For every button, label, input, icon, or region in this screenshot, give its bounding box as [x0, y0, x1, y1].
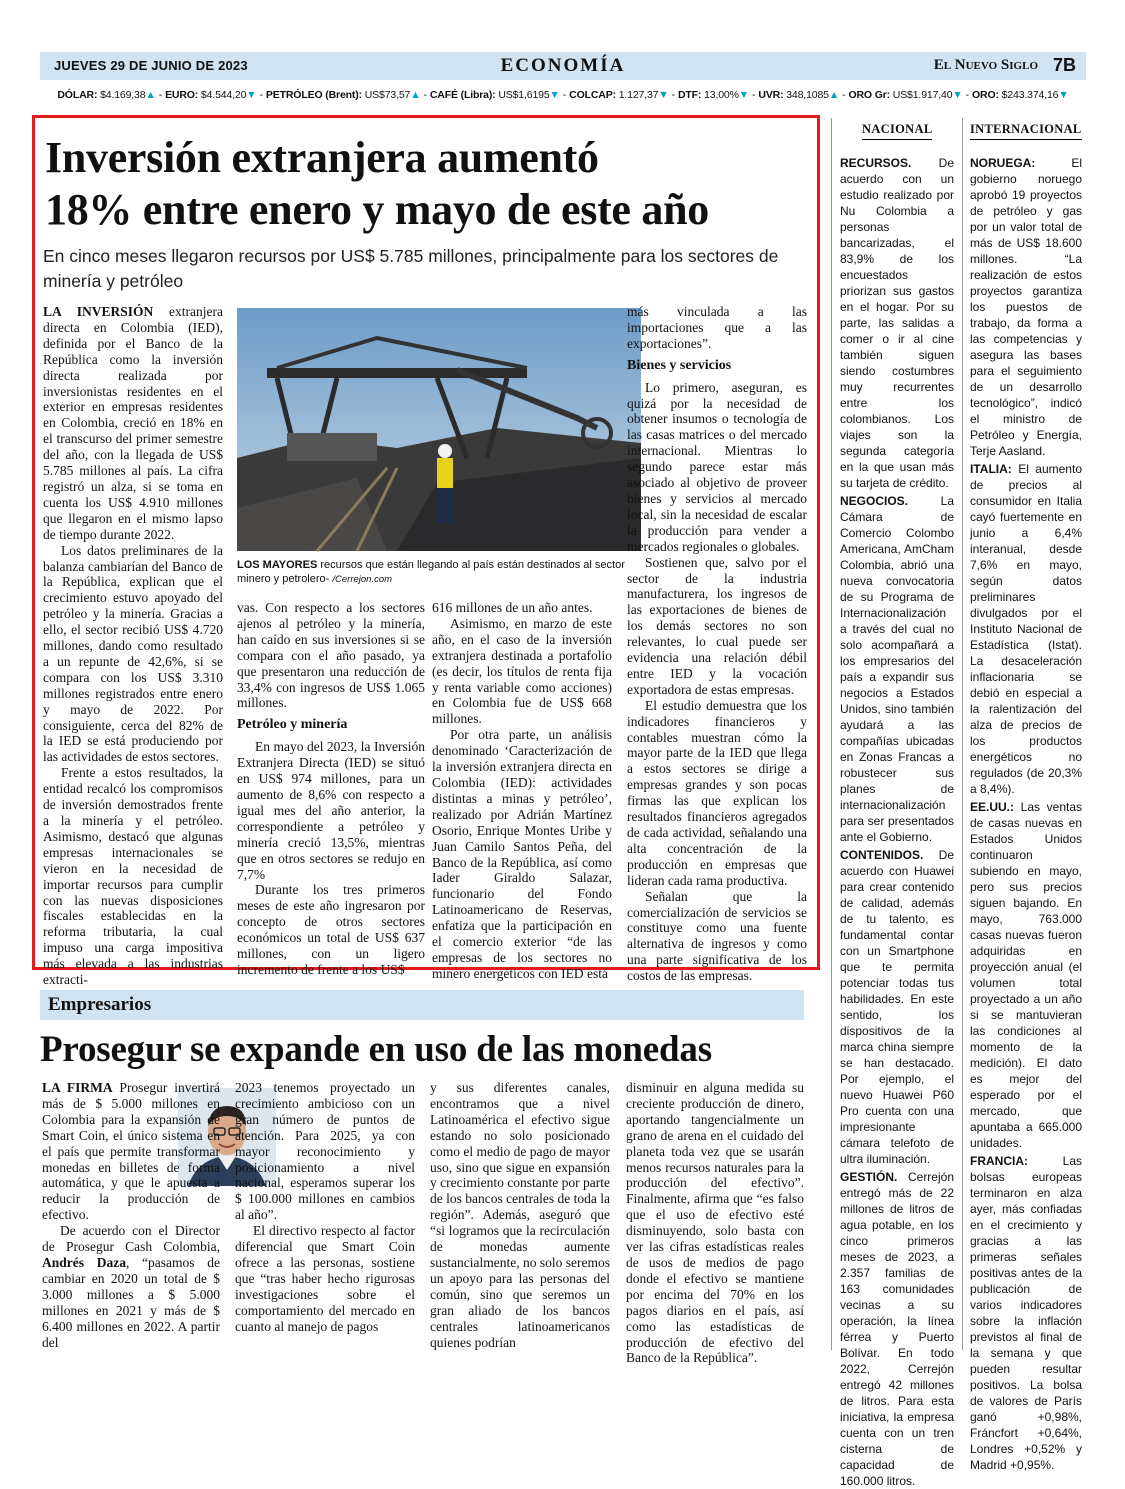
column-divider: [962, 118, 963, 1350]
brief-label: EE.UU.:: [970, 800, 1015, 814]
ticker-separator: -: [423, 89, 427, 101]
ticker-value: $4.169,38: [100, 89, 146, 101]
arrow-down-icon: ▼: [658, 89, 669, 101]
paragraph: En mayo del 2023, la Inversión Extranjera Directa (IED) se situó en US$ 974 millones, para un aumento de 8,6% con respecto a igual mes del año anterior, la correspondiente a petróleo y minería creció 13,5%, mientras que en otros sectores se redujo en 7,7%: [237, 739, 425, 882]
article-column-4: [627, 304, 807, 984]
internacional-heading: INTERNACIONAL: [970, 122, 1082, 140]
brief-text: Las bolsas europeas terminaron en alza ayer, más confiadas en el crecimiento y gracias a las primeras señales positivas antes de la publicación de varios indicadores sobre la inflación previstos al final de la semana y que pueden resultar positivos. La bolsa de valores de París ganó +0,98%, Fráncfort +0,64%, Londres +0,52% y Madrid +0,95%.: [970, 1154, 1082, 1472]
headline-line-1: Inversión extranjera aumentó: [45, 133, 599, 182]
news-brief: [840, 155, 954, 491]
paragraph: vas. Con respecto a los sectores ajenos al petróleo y la minería, han caído en sus inversiones si se compara con el año pasado, ya que presentaron una reducción de 33,4% con ingresos de US$ 1.065 millones.: [237, 600, 425, 711]
ticker-label: PETRÓLEO (Brent):: [265, 89, 365, 101]
empresarios-column-3: [430, 1080, 610, 1350]
arrow-up-icon: ▲: [145, 89, 156, 101]
ticker-value: 13,00%: [704, 89, 739, 101]
arrow-down-icon: ▼: [246, 89, 257, 101]
paragraph: Lo primero, aseguran, es quizá por la necesidad de obtener insumos o tecnología de las casas matrices o del mercado internacional. Mientras lo segundo parece estar más asociado al objetivo de proveer bienes y servicios al mercado local, sin la necesidad de escalar la producción para vender a mercados regionales o globales.: [627, 379, 807, 554]
news-brief: [970, 1153, 1082, 1473]
column-divider: [831, 118, 832, 1350]
headline-line-2: 18% entre enero y mayo de este año: [45, 185, 709, 234]
main-headline: [45, 132, 805, 236]
photo-caption: LOS MAYORES recursos que están llegando al país están destinados al sector minero y petrolero- /Cerrejon.com: [237, 559, 625, 585]
paragraph: Durante los tres primeros meses de este año ingresaron por concepto de otros sectores económicos un total de US$ 637 millones, con un ligero incremento de frente a los US$: [237, 882, 425, 977]
person-name: Andrés Daza: [42, 1254, 126, 1270]
brief-text: El aumento de precios al consumidor en Italia cayó fuertemente en junio a 6,4% interanual, desde 7,6% en mayo, según datos preliminares divulgados por el Instituto Nacional de Estadística (Istat). La desaceleración inflacionaria se debió en especial a la ralentización del alza de precios de los productos energéticos no regulados (de 20,3% a 8,4%).: [970, 462, 1082, 796]
nacional-heading: NACIONAL: [862, 122, 932, 140]
ticker-value: US$73,57: [364, 89, 411, 101]
ticker-label: EURO:: [165, 89, 201, 101]
ticker-separator: -: [965, 89, 970, 101]
paragraph: De acuerdo con el Director de Prosegur Cash Colombia, Andrés Daza, “pasamos de cambiar en 2020 un total de $ 3.000 millones a $ 5.000 millones en 2021 y más de $ 6.400 millones en 2022. A partir del: [42, 1223, 220, 1350]
brief-label: NORUEGA:: [970, 156, 1036, 170]
nacional-briefs: [840, 155, 954, 1489]
ticker-value: 1.127,37: [618, 89, 659, 101]
paragraph: Frente a estos resultados, la entidad recalcó los compromisos de inversión demostrados frente a la minería y el petróleo. Asimismo, destacó que algunas empresas internacionales se vieron en la necesidad de importar recursos para cumplir con las nuevas disposiciones fiscales establecidas en la reforma tributaria, la cual impuso una carga impositiva más elevada a las industrias extracti-: [43, 765, 223, 988]
ticker-value: 348,1085: [786, 89, 829, 101]
news-brief: [970, 155, 1082, 459]
empresarios-headline: Prosegur se expande en uso de las monedas: [40, 1029, 712, 1070]
paragraph: Por otra parte, un análisis denominado ‘Caracterización de la inversión extranjera directa en Colombia (IED): actividades distintas a minas y petróleo’, realizado por Adrián Martínez Osorio, Enrique Montes Uribe y Juan Camilo Santos Peña, del Banco de la República, así como Iader Giraldo Salazar, funcionario del Fondo Latinoamericano de Reservas, enfatiza que la participación en el comercio exterior “de las empresas de los sectores no minero energéticos con IED está: [432, 727, 612, 981]
brief-text: De acuerdo con Huawei para crear contenido de calidad, además de tu talento, es fundamental contar con un Smartphone que te permita potenciar todas tus habilidades. En este sentido, los dispositivos de la marca china siempre se han destacado. Por ejemplo, el nuevo Huawei P60 Pro cuenta con una impresionante cámara telefoto de ultra iluminación.: [840, 848, 954, 1166]
lead-in: LA FIRMA: [42, 1080, 113, 1095]
ticker-label: UVR:: [758, 89, 787, 101]
ticker-value: $4.544,20: [200, 89, 247, 101]
internacional-briefs: [970, 155, 1082, 1473]
paragraph: El estudio demuestra que los indicadores financieros y contables muestran cómo la mayor parte de la IED que llega a estos sectores se dirige a empresas grandes y son pocas firmas las que explican los resultados financieros agregados de cada actividad, señalando una alta concentración de la producción en empresas que lideran cada rama productiva.: [627, 697, 807, 888]
ticker-separator: -: [842, 89, 846, 101]
ticker-label: DTF:: [677, 89, 705, 101]
article-column-1: [43, 304, 223, 988]
ticker-label: ORO:: [972, 89, 1002, 101]
news-brief: [970, 461, 1082, 797]
photo-credit: /Cerrejon.com: [332, 574, 393, 585]
article-column-2: [237, 600, 425, 978]
ticker-separator: -: [671, 89, 675, 101]
brief-text: Las ventas de casas nuevas en Estados Unidos continuaron subiendo en mayo, pero sus precios siguen bajando. En mayo, 763.000 casas nuevas fueron adquiridas en proyección anual (el volumen total proyectado a un año si se mantuvieran las condiciones al momento de la medición). El dato es mejor del esperado por el mercado, que apuntaba a 665.000 unidades.: [970, 800, 1082, 1150]
ticker-value: US$1,6195: [498, 89, 550, 101]
ticker-value: $243.374,16: [1001, 89, 1059, 101]
subhead: Petróleo y minería: [237, 717, 348, 733]
article-dek: En cinco meses llegaron recursos por US$ 5.785 millones, principalmente para los sectores de minería y petróleo: [43, 246, 779, 291]
paragraph: LA INVERSIÓN extranjera directa en Colombia (IED), definida por el Banco de la República como la inversión directa realizada por inversionistas residentes en el exterior en empresas residentes en Colombia, creció en 18% en el transcurso del primer semestre del año, con la llegada de US$ 5.785 millones al país. La cifra registró un alza, si se toma en cuenta los US$ 4.910 millones que llegaron en el mismo lapso de tiempo durante 2022.: [43, 304, 223, 542]
brief-label: NEGOCIOS.: [840, 494, 909, 508]
lead-in: LA INVERSIÓN: [43, 304, 154, 319]
brief-label: RECURSOS.: [840, 156, 912, 170]
brief-label: ITALIA:: [970, 462, 1012, 476]
section-title: ECONOMÍA: [500, 55, 626, 76]
paragraph: Los datos preliminares de la balanza cambiarían del Banco de la República, explican que el crecimiento estuvo apoyado del petróleo y la minería. Gracias a ello, el sector recibió US$ 4.720 millones, dando como resultado a un repunte de 42,6%, si se compara con los US$ 3.310 millones registrados entre enero y mayo de 2022. Por consiguiente, cerca del 82% de la IED se está produciendo por las actividades de estos sectores.: [43, 542, 223, 765]
main-article-highlight: [32, 115, 820, 988]
arrow-down-icon: ▼: [549, 89, 560, 101]
arrow-down-icon: ▼: [1058, 89, 1069, 101]
ticker-separator: -: [158, 89, 163, 101]
empresarios-band: [40, 990, 804, 1020]
ticker-separator: -: [259, 89, 263, 101]
paragraph: Sostienen que, salvo por el sector de la industria manufacturera, los ingresos de las exportaciones de bienes de los demás sectores no son relevantes, lo cual puede ser evidencia una relación débil entre IED y la vocación exportadora de estas empresas.: [627, 554, 807, 697]
mining-photo: [237, 308, 641, 551]
brief-label: FRANCIA:: [970, 1154, 1028, 1168]
brief-label: GESTIÓN.: [840, 1170, 898, 1184]
page-header-band: [40, 52, 1086, 80]
page-number: 7B: [1052, 55, 1076, 75]
ticker-label: CAFÉ (Libra):: [429, 89, 499, 101]
brief-label: CONTENIDOS.: [840, 848, 924, 862]
news-brief: [840, 493, 954, 845]
paragraph: Asimismo, en marzo de este año, en el caso de la inversión extranjera destinada a portafolio (es decir, los títulos de renta fija y renta variable como acciones) en Colombia fue de US$ 668 millones.: [432, 615, 612, 727]
ticker-separator: -: [562, 89, 567, 101]
ticker-separator: -: [752, 89, 756, 101]
brief-text: De acuerdo con un estudio realizado por Nu Colombia a personas bancarizadas, el 83,9% de los encuestados priorizan sus gastos en el hogar. Por su parte, las salidas a comer o ir al cine también siguen siendo costumbres muy recurrentes entre los colombianos. Los viajes son la segunda categoría en la que usan más su tarjeta de crédito.: [840, 156, 954, 490]
article-column-3: [432, 600, 612, 982]
mining-machine-image: [237, 308, 641, 551]
brief-text: Cerrejón entregó más de 22 millones de litros de agua potable, en los cinco primeros meses de 2023, a 2.357 familias de 163 comunidades vecinas a su operación, la línea férrea y Puerto Bolívar. En todo 2022, Cerrejón entregó 42 millones de litros. Para esta iniciativa, la empresa cuenta con un tren cisterna de capacidad de 160.000 litros.: [840, 1170, 954, 1488]
news-brief: [970, 799, 1082, 1151]
paragraph: y sus diferentes canales, encontramos que a nivel Latinoamérica el efectivo sigue estando no solo posicionado como el medio de pago de mayor uso, sino que sigue en expansión y crecimiento constante por parte de los bancos centrales de toda la región”. Además, aseguró que “si logramos que la recirculación de monedas aumente sustancialmente, no solo seremos un apoyo para las personas del común, sino que seremos un gran aliado de los bancos centrales latinoamericanos quienes podrían: [430, 1080, 610, 1350]
arrow-up-icon: ▲: [410, 89, 421, 101]
ticker-label: DÓLAR:: [57, 89, 101, 101]
paragraph: 2023 tenemos proyectado un crecimiento ambicioso con un gran número de puntos de atención. Para 2025, ya con mayor reconocimiento y posicionamiento a nivel nacional, esperamos superar los $ 100.000 millones en cambios al año”.: [235, 1080, 415, 1223]
caption-lead: LOS MAYORES: [237, 559, 318, 571]
ticker-label: ORO Gr:: [848, 89, 893, 101]
paragraph: 616 millones de un año antes.: [432, 600, 593, 615]
ticker-value: US$1.917,40: [892, 89, 953, 101]
brief-text: El gobierno noruego aprobó 19 proyectos de petróleo y gas por un valor total de más de US$ 18.600 millones. “La realización de estos proyectos garantiza los puestos de trabajo, da forma a las competencias y asegura las bases para el seguimiento de un desarrollo tecnológico”, indicó el ministro de Petróleo y Energía, Terje Aasland.: [970, 156, 1082, 458]
paragraph: LA FIRMA Prosegur invertirá más de $ 5.000 millones en Colombia para la expansión de Smart Coin, el único sistema en el país que permite transformar monedas en billetes de forma automática, y que le apuesta a reducir la producción de efectivo.: [42, 1080, 220, 1223]
empresarios-column-1: [42, 1080, 220, 1350]
arrow-down-icon: ▼: [738, 89, 750, 101]
brief-text: La Cámara de Comercio Colombo Americana, AmCham Colombia, abrió una nueva convocatoria de su Programa de Internacionalización a través del cual no solo acompañará a los empresarios del país a expandir sus negocios a Estados Unidos, sino también ayudará a las compañías ubicadas en Zonas Francas a robustecer sus planes de internacionalización para ser presentados ante el Gobierno.: [840, 494, 954, 844]
empresarios-column-2: [235, 1080, 415, 1335]
issue-date: JUEVES 29 DE JUNIO DE 2023: [54, 58, 248, 73]
arrow-up-icon: ▲: [828, 89, 840, 101]
paragraph: disminuir en alguna medida su creciente producción de dinero, aportando tangencialmente un grano de arena en el cuidado del planeta toda vez que se usarán menos recursos naturales para la producción del efectivo”. Finalmente, afirma que “es falso que el uso de efectivo esté disminuyendo, solo basta con ver las cifras estadísticas reales de usos de medios de pago donde el efectivo se mantiene por encima del 70% en los pagos diarios en el país, así como las estadísticas de producción de efectivo del Banco de la República”.: [626, 1080, 804, 1366]
paragraph: El directivo respecto al factor diferencial que Smart Coin ofrece a las personas, sostiene que “tras haber hecho rigurosas investigaciones sobre el comportamiento del mercado en cuanto al manejo de pagos: [235, 1223, 415, 1334]
paragraph: más vinculada a las importaciones que a las exportaciones”.: [627, 304, 807, 351]
market-ticker: [40, 89, 1086, 107]
paragraph: Señalan que la comercialización de servicios se constituye como una fuente alternativa de ingresos y como una parte significativa de los costos de las empresas.: [627, 888, 807, 984]
subhead: Bienes y servicios: [627, 357, 732, 373]
ticker-label: COLCAP:: [569, 89, 619, 101]
news-brief: [840, 1169, 954, 1489]
empresarios-label: Empresarios: [48, 994, 152, 1015]
empresarios-column-4: [626, 1080, 804, 1366]
newspaper-name: El Nuevo Siglo: [933, 57, 1038, 73]
arrow-down-icon: ▼: [952, 89, 963, 101]
news-brief: [840, 847, 954, 1167]
